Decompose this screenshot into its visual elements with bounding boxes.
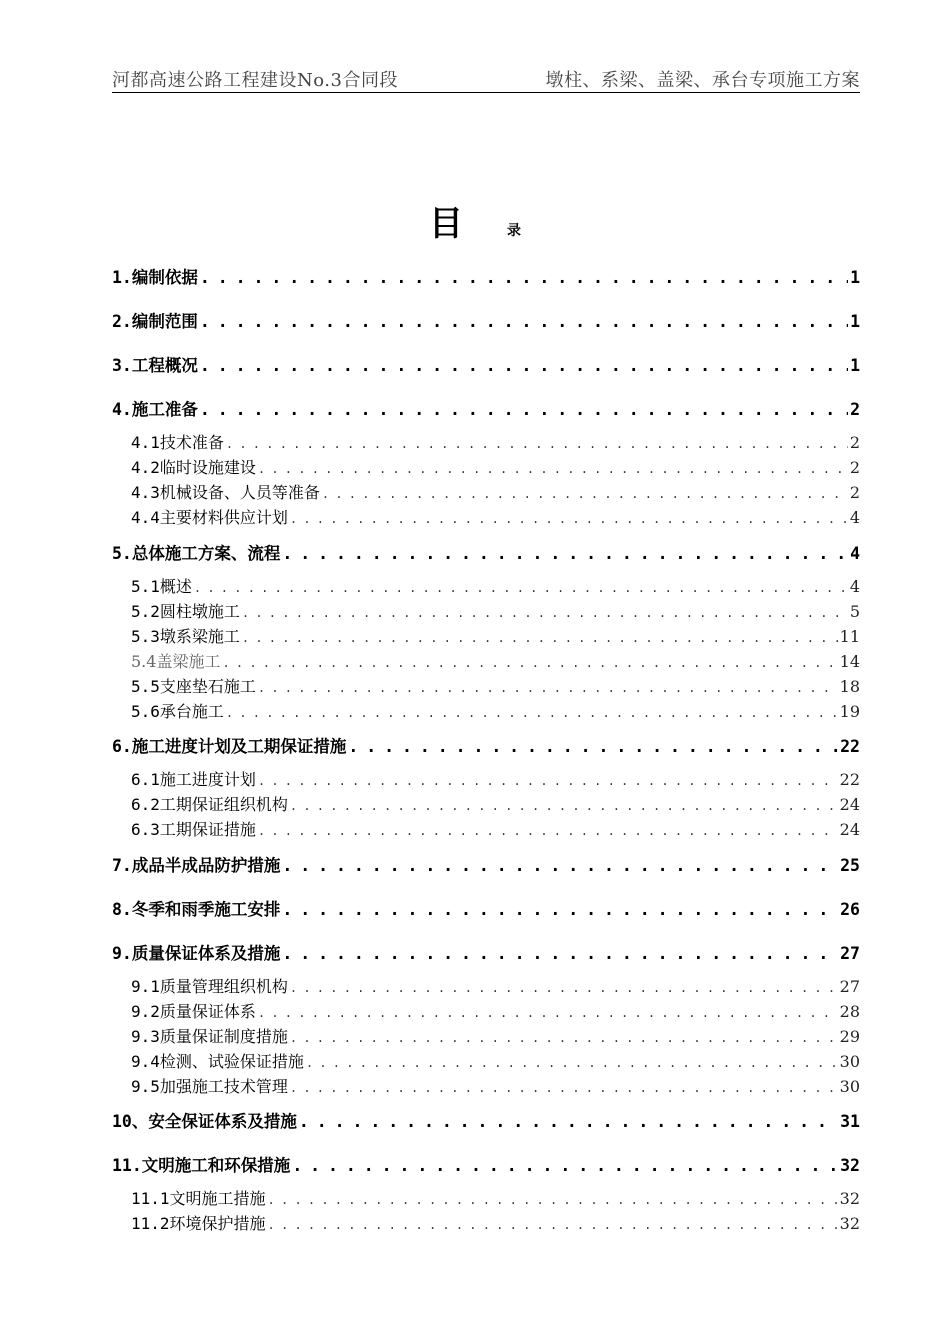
toc-subentry[interactable] xyxy=(131,455,860,478)
toc-entry-label: 6.2工期保证组织机构 xyxy=(131,795,288,814)
toc-entry-page: 19 xyxy=(839,702,860,721)
toc-leader xyxy=(258,824,838,838)
toc-leader xyxy=(242,606,848,620)
toc-entry-label: 4.2临时设施建设 xyxy=(131,458,256,477)
toc-leader xyxy=(226,437,848,451)
toc-leader xyxy=(222,656,837,670)
toc-entry-label: 5.4盖梁施工 xyxy=(131,652,221,671)
toc-entry-label: 6.3工期保证措施 xyxy=(131,820,256,839)
toc-leader xyxy=(282,544,848,563)
toc-subentry[interactable] xyxy=(131,1049,860,1072)
toc-entry-page: 5 xyxy=(849,602,860,621)
toc-leader xyxy=(292,1156,838,1175)
toc-entry-label: 4.施工准备 xyxy=(112,400,198,419)
toc-entry-page: 27 xyxy=(840,944,860,963)
toc-subentry[interactable] xyxy=(131,817,860,840)
toc-entry-label: 10、安全保证体系及措施 xyxy=(112,1112,297,1131)
toc-leader xyxy=(200,312,848,331)
toc-subentry[interactable] xyxy=(131,1186,860,1209)
toc-entry-label: 7.成品半成品防护措施 xyxy=(112,856,281,875)
toc-subentry[interactable] xyxy=(131,574,860,597)
toc-subentry[interactable] xyxy=(131,674,860,697)
toc-leader xyxy=(258,1006,838,1020)
toc-subentry[interactable] xyxy=(131,599,860,622)
toc-subentry[interactable] xyxy=(131,699,860,722)
toc-leader xyxy=(242,631,838,645)
toc-entry-label: 5.5支座垫石施工 xyxy=(131,677,256,696)
toc-entry-label: 4.4主要材料供应计划 xyxy=(131,508,288,527)
toc-entry-label: 9.2质量保证体系 xyxy=(131,1002,256,1021)
toc-subentry[interactable] xyxy=(131,974,860,997)
toc-entry-label: 3.工程概况 xyxy=(112,356,198,375)
toc-subentry[interactable] xyxy=(131,430,860,453)
toc-leader xyxy=(268,1193,838,1207)
toc-entry-label: 4.3机械设备、人员等准备 xyxy=(131,483,320,502)
toc-entry[interactable] xyxy=(112,852,860,876)
toc-entry-page: 1 xyxy=(850,312,860,331)
toc-leader xyxy=(258,681,838,695)
toc-entry-page: 22 xyxy=(840,737,860,756)
toc-title-main: 目 xyxy=(429,204,463,244)
toc-entry-page: 30 xyxy=(839,1077,860,1096)
toc-leader xyxy=(258,462,848,476)
toc-entry[interactable] xyxy=(112,1152,860,1176)
header-project-name: 河都高速公路工程建设No.3合同段 xyxy=(112,70,398,91)
toc-entry-page: 22 xyxy=(839,770,860,789)
toc-entry-label: 9.5加强施工技术管理 xyxy=(131,1077,288,1096)
toc-entry-label: 1.编制依据 xyxy=(112,268,198,287)
toc-subentry[interactable] xyxy=(131,624,860,647)
toc-entry-label: 6.1施工进度计划 xyxy=(131,770,256,789)
toc-entry-label: 5.3墩系梁施工 xyxy=(131,627,240,646)
toc-entry[interactable] xyxy=(112,352,860,376)
toc-leader xyxy=(290,1081,838,1095)
toc-subentry[interactable] xyxy=(131,1024,860,1047)
toc-entry-page: 32 xyxy=(839,1214,860,1233)
header-document-title: 墩柱、系梁、盖梁、承台专项施工方案 xyxy=(545,70,860,91)
toc-leader xyxy=(306,1056,838,1070)
toc-entry-label: 5.总体施工方案、流程 xyxy=(112,544,281,563)
toc-leader xyxy=(282,944,838,963)
toc-entry-page: 1 xyxy=(850,356,860,375)
toc-entry-page: 30 xyxy=(839,1052,860,1071)
toc-leader xyxy=(322,487,848,501)
toc-entry-page: 29 xyxy=(839,1027,860,1046)
toc-entry-page: 4 xyxy=(850,544,860,563)
toc-entry-page: 32 xyxy=(840,1156,860,1175)
toc-entry-label: 8.冬季和雨季施工安排 xyxy=(112,900,281,919)
toc-subentry[interactable] xyxy=(131,1211,860,1234)
toc-entry-label: 5.6承台施工 xyxy=(131,702,224,721)
toc-entry[interactable] xyxy=(112,396,860,420)
toc-entry-label: 2.编制范围 xyxy=(112,312,198,331)
toc-subentry[interactable] xyxy=(131,767,860,790)
toc-entry-page: 1 xyxy=(850,268,860,287)
toc-leader xyxy=(200,268,848,287)
toc-subentry[interactable] xyxy=(131,1074,860,1097)
toc-entry-label: 6.施工进度计划及工期保证措施 xyxy=(112,737,347,756)
toc-leader xyxy=(268,1218,838,1232)
toc-leader xyxy=(290,1031,838,1045)
toc-entry-page: 26 xyxy=(840,900,860,919)
toc-entry-page: 4 xyxy=(849,577,860,596)
toc-entry-label: 11.1文明施工措施 xyxy=(131,1189,266,1208)
toc-entry-page: 2 xyxy=(850,400,860,419)
toc-entry-page: 14 xyxy=(839,652,860,671)
toc-entry[interactable] xyxy=(112,308,860,332)
toc-leader xyxy=(282,900,838,919)
toc-entry-page: 25 xyxy=(840,856,860,875)
toc-subentry[interactable] xyxy=(131,649,860,672)
toc-leader xyxy=(200,400,848,419)
toc-entry-page: 2 xyxy=(849,483,860,502)
toc-entry-page: 4 xyxy=(849,508,860,527)
toc-entry-page: 32 xyxy=(839,1189,860,1208)
toc-leader xyxy=(290,981,838,995)
toc-entry-page: 27 xyxy=(839,977,860,996)
toc-subentry[interactable] xyxy=(131,480,860,503)
toc-entry-label: 9.3质量保证制度措施 xyxy=(131,1027,288,1046)
toc-entry[interactable] xyxy=(112,733,860,757)
toc-entry-page: 2 xyxy=(849,433,860,452)
toc-entry-page: 24 xyxy=(839,795,860,814)
toc-leader xyxy=(194,581,848,595)
toc-entry[interactable] xyxy=(112,264,860,288)
toc-leader xyxy=(348,737,838,756)
toc-entry-label: 9.1质量管理组织机构 xyxy=(131,977,288,996)
toc-entry-page: 24 xyxy=(839,820,860,839)
toc-title-sub: 录 xyxy=(507,223,521,239)
toc-entry[interactable] xyxy=(112,1108,860,1132)
toc-subentry[interactable] xyxy=(131,792,860,815)
toc-entry[interactable] xyxy=(112,940,860,964)
toc-leader xyxy=(290,799,838,813)
toc-leader xyxy=(290,512,848,526)
toc-entry-label: 9.4检测、试验保证措施 xyxy=(131,1052,304,1071)
toc-leader xyxy=(258,774,838,788)
toc-subentry[interactable] xyxy=(131,999,860,1022)
toc-entry[interactable] xyxy=(112,540,860,564)
toc-entry-label: 9.质量保证体系及措施 xyxy=(112,944,281,963)
toc-leader xyxy=(299,1112,838,1131)
toc-entry-page: 2 xyxy=(849,458,860,477)
toc-entry-label: 11.文明施工和环保措施 xyxy=(112,1156,291,1175)
toc-entry-page: 18 xyxy=(839,677,860,696)
toc-entry[interactable] xyxy=(112,896,860,920)
toc-entry-page: 28 xyxy=(839,1002,860,1021)
toc-subentry[interactable] xyxy=(131,505,860,528)
toc-leader xyxy=(282,856,838,875)
toc-entry-label: 5.2圆柱墩施工 xyxy=(131,602,240,621)
toc-entry-page: 11 xyxy=(839,627,860,646)
toc-entry-label: 11.2环境保护措施 xyxy=(131,1214,266,1233)
toc-leader xyxy=(200,356,848,375)
toc-entry-page: 31 xyxy=(840,1112,860,1131)
toc-entry-label: 4.1技术准备 xyxy=(131,433,224,452)
toc-leader xyxy=(226,706,838,720)
toc-entry-label: 5.1概述 xyxy=(131,577,192,596)
